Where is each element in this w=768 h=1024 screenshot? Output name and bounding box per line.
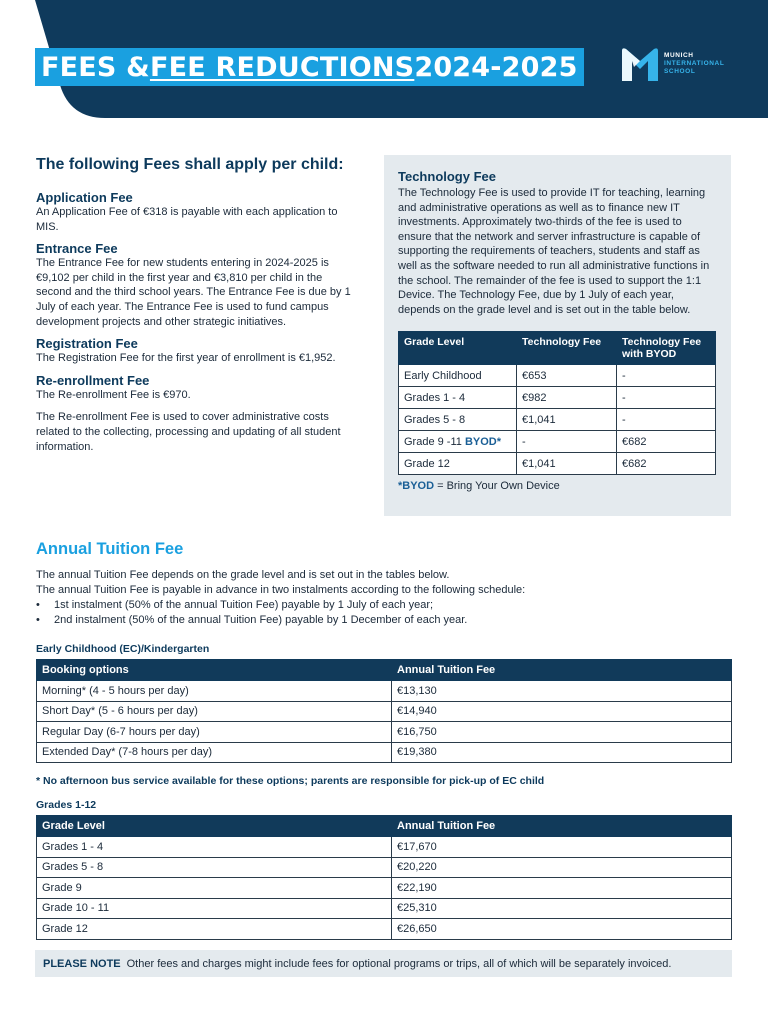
table-cell: €1,041 xyxy=(517,409,617,431)
column-header: Grade Level xyxy=(399,332,517,365)
byod-footnote-label: *BYOD xyxy=(398,480,435,493)
table-cell: Grades 1 - 4 xyxy=(37,837,392,858)
tuition-heading: Annual Tuition Fee xyxy=(36,540,184,558)
table-row xyxy=(37,837,732,858)
column-header: Technology Fee xyxy=(517,332,617,365)
list-item xyxy=(36,613,732,628)
entrance-fee-heading: Entrance Fee xyxy=(36,241,118,257)
please-note-bar xyxy=(35,950,732,977)
page-title xyxy=(35,48,584,86)
list-item xyxy=(36,598,732,613)
table-cell: - xyxy=(517,431,617,453)
technology-fee-heading: Technology Fee xyxy=(398,169,496,184)
fees-intro: The following Fees shall apply per child: xyxy=(36,156,344,173)
tuition-line-1: The annual Tuition Fee depends on the grade level and is set out in the tables below. xyxy=(36,569,450,581)
table-row xyxy=(37,722,732,743)
title-part-3: 2024-2025 xyxy=(414,51,578,83)
logo-m-icon xyxy=(620,45,660,83)
entrance-fee-text: The Entrance Fee for new students entering in 2024-2025 is €9,102 per child in the first year and €3,810 per child in the second and the third school years. The Entrance Fee is due by 1 July of each year. The Entrance Fee is used to fund campus development projects and other strategic initiatives. xyxy=(36,257,351,328)
table-header-row xyxy=(37,816,732,837)
bullet-text: 1st instalment (50% of the annual Tuition Fee) payable by 1 July of each year; xyxy=(54,599,434,611)
table-cell: Short Day* (5 - 6 hours per day) xyxy=(37,701,392,722)
table-row xyxy=(399,453,716,475)
reenrollment-fee-purpose: The Re-enrollment Fee is used to cover administrative costs related to the collecting, processing and updating of all student information. xyxy=(36,411,341,453)
table-cell: €26,650 xyxy=(392,919,732,940)
table-cell: Morning* (4 - 5 hours per day) xyxy=(37,681,392,702)
table-row xyxy=(399,387,716,409)
table-row xyxy=(37,878,732,899)
bullet-icon: • xyxy=(36,614,40,626)
title-part-1: FEES & xyxy=(41,51,150,83)
table-row xyxy=(37,919,732,940)
table-cell: €17,670 xyxy=(392,837,732,858)
byod-tag: BYOD* xyxy=(464,435,502,448)
table-row xyxy=(399,431,716,453)
column-header: Annual Tuition Fee xyxy=(392,660,732,681)
table-row xyxy=(37,701,732,722)
please-note-label: PLEASE NOTE xyxy=(43,957,121,970)
grades-tuition-table xyxy=(36,815,732,940)
table-cell: €19,380 xyxy=(392,742,732,763)
table-cell: €16,750 xyxy=(392,722,732,743)
table-header-row xyxy=(399,332,716,365)
table-row xyxy=(37,742,732,763)
bullet-icon: • xyxy=(36,599,40,611)
table-cell: €20,220 xyxy=(392,857,732,878)
registration-fee-heading: Registration Fee xyxy=(36,336,138,352)
column-header: Technology Fee with BYOD xyxy=(617,332,716,365)
byod-footnote xyxy=(398,480,717,492)
technology-fee-table xyxy=(398,331,716,475)
table-cell: Grades 5 - 8 xyxy=(37,857,392,878)
table-cell: €982 xyxy=(517,387,617,409)
tuition-description xyxy=(36,568,732,628)
table-cell: €25,310 xyxy=(392,898,732,919)
school-logo xyxy=(620,45,724,83)
bullet-text: 2nd instalment (50% of the annual Tuition Fee) payable by 1 December of each year. xyxy=(54,614,468,626)
application-fee-text: An Application Fee of €318 is payable with each application to MIS. xyxy=(36,206,338,233)
table-cell: €14,940 xyxy=(392,701,732,722)
column-header: Booking options xyxy=(37,660,392,681)
table-cell: Regular Day (6-7 hours per day) xyxy=(37,722,392,743)
column-header: Grade Level xyxy=(37,816,392,837)
title-part-2: FEE REDUCTIONS xyxy=(149,51,415,83)
table-cell: Extended Day* (7-8 hours per day) xyxy=(37,742,392,763)
table-cell: €1,041 xyxy=(517,453,617,475)
technology-fee-text: The Technology Fee is used to provide IT for teaching, learning and administrative operations as well as to finance new IT investments. Approximately two-thirds of the fee is used to ensure that the network and server infrastructure is capable of supporting the requirements of teachers, students and staff as well as the software needed to run all administrative functions in the school. The remainder of the fee is used to support the 1:1 Device. The Technology Fee, due by 1 July of each year, depends on the grade level and is set out in the table below. xyxy=(398,187,710,316)
grades-table-title: Grades 1-12 xyxy=(36,799,97,811)
technology-fee-panel xyxy=(384,155,731,516)
table-cell: Grades 5 - 8 xyxy=(399,409,517,431)
table-cell: Early Childhood xyxy=(399,365,517,387)
registration-fee-text: The Registration Fee for the first year of enrollment is €1,952. xyxy=(36,352,336,365)
table-header-row xyxy=(37,660,732,681)
table-cell: €13,130 xyxy=(392,681,732,702)
table-cell: Grade 10 - 11 xyxy=(37,898,392,919)
grade-label: Grade 9 -11 xyxy=(404,435,462,448)
reenrollment-fee-heading: Re-enrollment Fee xyxy=(36,372,150,388)
please-note-text: Other fees and charges might include fees for optional programs or trips, all of which will be separately invoiced. xyxy=(126,957,672,970)
reenrollment-fee-text: The Re-enrollment Fee is €970. xyxy=(36,388,191,401)
table-row xyxy=(37,898,732,919)
table-row xyxy=(37,857,732,878)
table-row xyxy=(399,365,716,387)
table-cell: - xyxy=(617,387,716,409)
logo-line-1: MUNICH xyxy=(664,52,694,59)
ec-table-title: Early Childhood (EC)/Kindergarten xyxy=(36,643,210,655)
table-cell: €682 xyxy=(617,453,716,475)
logo-line-3: SCHOOL xyxy=(664,68,696,75)
table-cell: €682 xyxy=(617,431,716,453)
tuition-section xyxy=(36,540,732,940)
logo-line-2: INTERNATIONAL xyxy=(664,60,725,67)
ec-tuition-table xyxy=(36,659,732,763)
table-cell: Grades 1 - 4 xyxy=(399,387,517,409)
table-cell: €653 xyxy=(517,365,617,387)
ec-footnote: * No afternoon bus service available for these options; parents are responsible for pick-up of EC child xyxy=(36,775,545,787)
table-cell xyxy=(399,431,517,453)
tuition-line-2: The annual Tuition Fee is payable in advance in two instalments according to the following schedule: xyxy=(36,584,526,596)
table-cell: Grade 12 xyxy=(37,919,392,940)
table-row xyxy=(37,681,732,702)
table-cell: - xyxy=(617,409,716,431)
fees-left-column xyxy=(36,156,356,454)
byod-footnote-text: = Bring Your Own Device xyxy=(434,480,560,493)
table-cell: Grade 9 xyxy=(37,878,392,899)
application-fee-heading: Application Fee xyxy=(36,190,133,205)
table-row xyxy=(399,409,716,431)
column-header: Annual Tuition Fee xyxy=(392,816,732,837)
table-cell: - xyxy=(617,365,716,387)
table-cell: Grade 12 xyxy=(399,453,517,475)
table-cell: €22,190 xyxy=(392,878,732,899)
